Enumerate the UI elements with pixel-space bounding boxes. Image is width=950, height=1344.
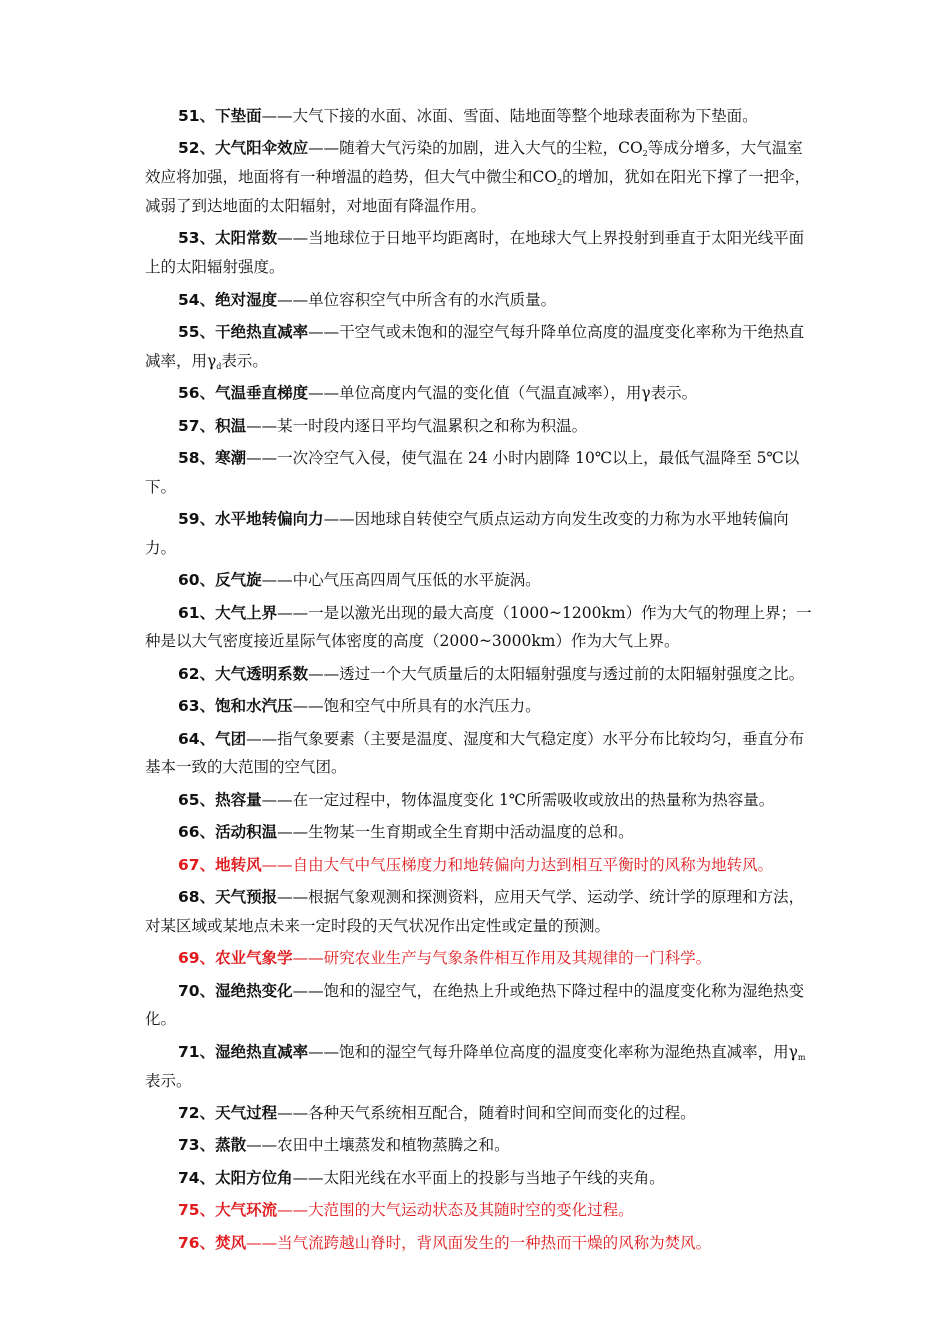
entry-definition: ——一次冷空气入侵，使气温在 24 小时内剧降 10℃以上，最低气温降至 5℃以下。 (145, 448, 800, 496)
glossary-entry (145, 412, 813, 441)
entry-definition: ——干空气或未饱和的湿空气每升降单位高度的温度变化率称为干绝热直减率，用γ (145, 322, 805, 370)
entry-definition: ——太阳光线在水平面上的投影与当地子午线的夹角。 (292, 1168, 665, 1187)
entry-definition: ——单位高度内气温的变化值（气温直减率），用γ表示。 (308, 384, 698, 403)
entry-definition: ——单位容积空气中所含有的水汽质量。 (277, 290, 557, 309)
entry-definition: ——因地球自转使空气质点运动方向发生改变的力称为水平地转偏向力。 (145, 510, 789, 557)
entry-number: 67、 (178, 855, 216, 874)
entry-number: 71、 (178, 1042, 216, 1061)
subscript: d (216, 361, 222, 371)
entry-definition-cont: 等成分增多，大气温室效应将加强，地面将有一种增温的趋势，但大气中微尘和CO (145, 139, 803, 187)
entry-number: 70、 (178, 981, 216, 1000)
entry-number: 66、 (178, 823, 216, 842)
glossary-entry (145, 318, 813, 376)
entry-number: 68、 (178, 888, 216, 907)
entry-definition: ——饱和的湿空气，在绝热上升或绝热下降过程中的温度变化称为湿绝热变化。 (145, 981, 805, 1029)
entry-definition: ——当地球位于日地平均距离时，在地球大气上界投射到垂直于太阳光线平面上的太阳辐射强度。 (145, 229, 805, 277)
entry-term: 反气旋 (215, 571, 262, 590)
entry-number: 73、 (178, 1136, 216, 1155)
entry-number: 64、 (178, 729, 216, 748)
glossary-entry (145, 566, 813, 595)
glossary-entry (145, 1099, 813, 1128)
entry-term: 气团 (215, 729, 247, 748)
glossary-entry (145, 944, 813, 973)
entry-definition: ——当气流跨越山脊时，背风面发生的一种热而干燥的风称为焚风。 (246, 1233, 712, 1252)
glossary-entry (145, 224, 813, 282)
entry-number: 69、 (178, 949, 216, 968)
entry-number: 54、 (178, 290, 216, 309)
entry-number: 62、 (178, 664, 216, 683)
glossary-entry (145, 977, 813, 1035)
entry-number: 75、 (178, 1201, 216, 1220)
glossary-entry (145, 1038, 813, 1096)
glossary-entry (145, 1164, 813, 1193)
entry-definition: ——根据气象观测和探测资料，应用天气学、运动学、统计学的原理和方法，对某区域或某地点未来一定时段的天气状况作出定性或定量的预测。 (145, 888, 805, 935)
entry-term: 湿绝热变化 (215, 981, 293, 1000)
entry-number: 63、 (178, 697, 216, 716)
entry-number: 61、 (178, 603, 216, 622)
glossary-entry (145, 1229, 813, 1258)
glossary-entry (145, 444, 813, 502)
entry-number: 74、 (178, 1168, 216, 1187)
entry-definition: ——生物某一生育期或全生育期中活动温度的总和。 (277, 823, 634, 842)
entry-number: 60、 (178, 571, 216, 590)
entry-term: 大气环流 (215, 1201, 278, 1220)
entry-number: 65、 (178, 790, 216, 809)
entry-term: 下垫面 (215, 107, 262, 125)
entry-term: 湿绝热直减率 (215, 1042, 309, 1061)
entry-term: 大气上界 (215, 603, 278, 622)
entry-term: 积温 (215, 416, 247, 435)
glossary-entry (145, 692, 813, 721)
entry-number: 55、 (178, 322, 216, 341)
glossary-entry (145, 786, 813, 815)
glossary-entry (145, 1131, 813, 1160)
glossary-entry (145, 660, 813, 689)
glossary-entry (145, 851, 813, 880)
entry-term: 活动积温 (215, 823, 278, 842)
glossary-entry (145, 286, 813, 315)
glossary-entry (145, 883, 813, 941)
entry-number: 56、 (178, 384, 216, 403)
entry-definition: ——饱和空气中所具有的水汽压力。 (292, 697, 541, 716)
entry-definition: ——大范围的大气运动状态及其随时空的变化过程。 (277, 1201, 634, 1220)
entry-definition: ——在一定过程中，物体温度变化 1℃所需吸收或放出的热量称为热容量。 (261, 790, 775, 809)
entry-term: 饱和水汽压 (215, 697, 293, 716)
entry-number: 76、 (178, 1233, 216, 1252)
entry-term: 大气透明系数 (215, 664, 309, 683)
glossary-entry (145, 725, 813, 783)
entry-number: 58、 (178, 448, 216, 467)
entry-term: 蒸散 (215, 1136, 247, 1155)
entry-definition: ——某一时段内逐日平均气温累积之和称为积温。 (246, 416, 588, 435)
entry-definition: ——研究农业生产与气象条件相互作用及其规律的一门科学。 (292, 949, 712, 968)
subscript: 2 (557, 177, 563, 187)
entry-definition: ——各种天气系统相互配合，随着时间和空间而变化的过程。 (277, 1103, 696, 1122)
entry-term: 热容量 (215, 790, 262, 809)
entry-term: 寒潮 (215, 448, 247, 467)
subscript: m (797, 1052, 806, 1062)
subscript: 2 (642, 149, 648, 159)
entry-term: 天气过程 (215, 1103, 278, 1122)
entry-definition-cont: 表示。 (145, 1071, 192, 1090)
entry-number: 57、 (178, 416, 216, 435)
entry-term: 天气预报 (215, 888, 278, 907)
entry-term: 干绝热直减率 (215, 322, 309, 341)
glossary-entry (145, 134, 813, 220)
entry-term: 大气阳伞效应 (215, 139, 309, 158)
glossary-entry (145, 505, 813, 563)
entry-definition: ——农田中土壤蒸发和植物蒸腾之和。 (246, 1136, 510, 1155)
glossary-list (145, 102, 813, 1261)
entry-definition: ——饱和的湿空气每升降单位高度的温度变化率称为湿绝热直减率，用γ (308, 1042, 798, 1061)
glossary-entry (145, 818, 813, 847)
entry-definition-cont: 表示。 (221, 351, 268, 370)
entry-term: 地转风 (215, 855, 262, 874)
entry-term: 太阳方位角 (215, 1168, 293, 1187)
entry-term: 焚风 (215, 1233, 247, 1252)
entry-number: 52、 (178, 139, 216, 158)
entry-definition: ——自由大气中气压梯度力和地转偏向力达到相互平衡时的风称为地转风。 (261, 855, 774, 874)
entry-term: 气温垂直梯度 (215, 384, 309, 403)
entry-definition: ——大气下接的水面、冰面、雪面、陆地面等整个地球表面称为下垫面。 (261, 107, 758, 125)
glossary-entry (145, 1196, 813, 1225)
entry-term: 太阳常数 (215, 229, 278, 248)
entry-term: 农业气象学 (215, 949, 293, 968)
entry-definition: ——随着大气污染的加剧，进入大气的尘粒，CO (308, 139, 643, 158)
entry-definition: ——一是以激光出现的最大高度（1000~1200km）作为大气的物理上界；一种是以大气密度接近星际气体密度的高度（2000~3000km）作为大气上界。 (145, 603, 812, 651)
entry-number: 59、 (178, 510, 216, 529)
entry-definition-cont: 的增加，犹如在阳光下撑了一把伞，减弱了到达地面的太阳辐射，对地面有降温作用。 (145, 168, 811, 215)
entry-definition: ——指气象要素（主要是温度、湿度和大气稳定度）水平分布比较均匀，垂直分布基本一致的大范围的空气团。 (145, 729, 805, 777)
entry-number: 72、 (178, 1103, 216, 1122)
entry-term: 绝对湿度 (215, 290, 278, 309)
entry-term: 水平地转偏向力 (215, 510, 324, 529)
entry-definition: ——中心气压高四周气压低的水平旋涡。 (261, 571, 541, 590)
glossary-entry (145, 379, 813, 408)
entry-definition: ——透过一个大气质量后的太阳辐射强度与透过前的太阳辐射强度之比。 (308, 664, 805, 683)
glossary-entry (145, 599, 813, 657)
entry-number: 51、 (178, 107, 216, 125)
entry-number: 53、 (178, 229, 216, 248)
glossary-entry (145, 102, 813, 131)
